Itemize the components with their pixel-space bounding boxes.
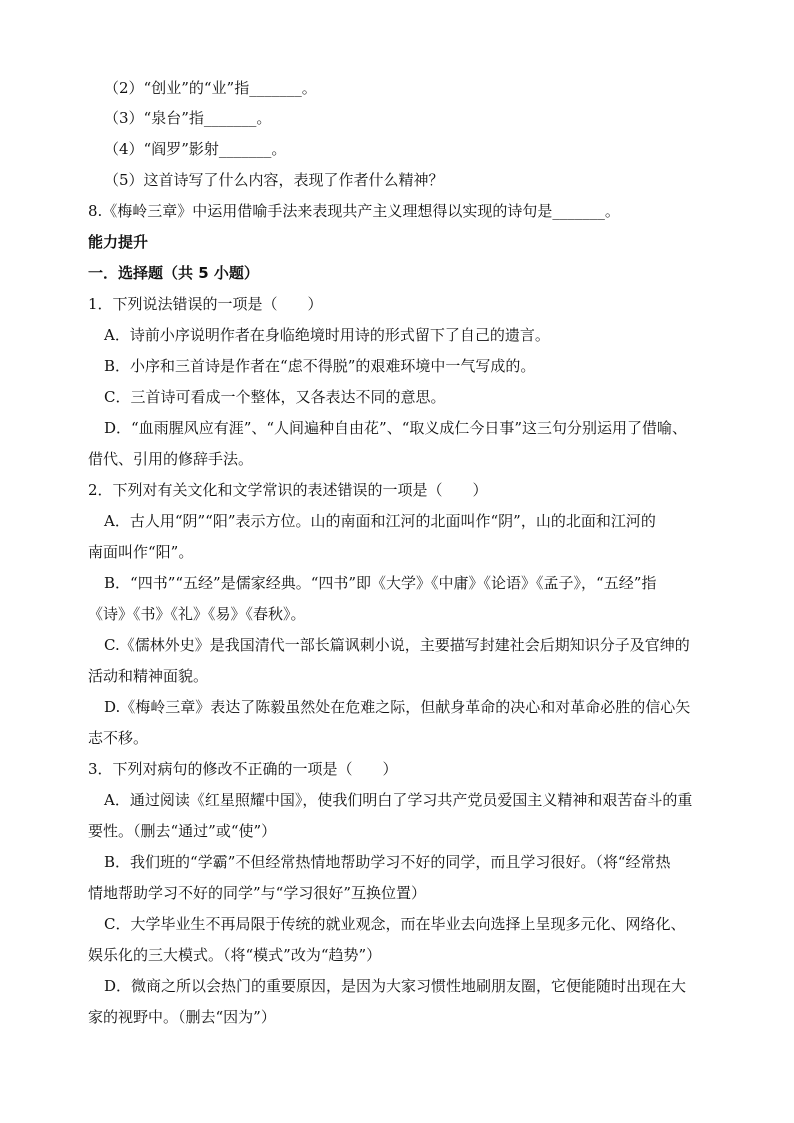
- option-b: B．小序和三首诗是作者在“虑不得脱”的艰难环境中一气写成的。: [104, 357, 536, 375]
- option-b: B．我们班的“学霸”不但经常热情地帮助学习不好的同学，而且学习很好。（将“经常热: [104, 853, 671, 871]
- option-d-continuation: 家的视野中。（删去“因为”）: [88, 1008, 276, 1026]
- option-c-continuation: 娱乐化的三大模式。（将“模式”改为“趋势”）: [88, 946, 382, 964]
- option-a-continuation: 南面叫作“阳”。: [88, 543, 194, 561]
- section-title: 能力提升: [88, 233, 149, 251]
- sub-question-2: （2）“创业”的“业”指_______。: [104, 79, 317, 97]
- option-c-continuation: 活动和精神面貌。: [88, 667, 209, 685]
- option-d: D.《梅岭三章》表达了陈毅虽然处在危难之际，但献身革命的决心和对革命必胜的信心矢: [104, 698, 691, 716]
- option-b: B．“四书”“五经”是儒家经典。“四书”即《大学》《中庸》《论语》《孟子》，“五经”指: [104, 574, 657, 592]
- option-d-continuation: 借代、引用的修辞手法。: [88, 450, 254, 468]
- option-a: A．诗前小序说明作者在身临绝境时用诗的形式留下了自己的遗言。: [104, 326, 550, 344]
- option-c: C．三首诗可看成一个整体，又各表达不同的意思。: [104, 388, 446, 406]
- question-stem: 2．下列对有关文化和文学常识的表述错误的一项是（ ）: [88, 481, 488, 499]
- question-stem: 1．下列说法错误的一项是（ ）: [88, 295, 323, 313]
- option-a: A．通过阅读《红星照耀中国》，使我们明白了学习共产党员爱国主义精神和艰苦奋斗的重: [104, 791, 693, 809]
- option-a-continuation: 要性。（删去“通过”或“使”）: [88, 822, 277, 840]
- option-c: C.《儒林外史》是我国清代一部长篇讽刺小说，主要描写封建社会后期知识分子及官绅的: [104, 636, 690, 654]
- sub-question-3: （3）“泉台”指_______。: [104, 109, 272, 127]
- option-b-continuation: 情地帮助学习不好的同学”与“学习很好”互换位置）: [88, 884, 427, 902]
- subsection-title: 一．选择题（共 5 小题）: [88, 264, 259, 282]
- option-b-continuation: 《诗》《书》《礼》《易》《春秋》。: [88, 605, 306, 623]
- sub-question-5: （5）这首诗写了什么内容，表现了作者什么精神？: [104, 171, 444, 189]
- question-stem: 3．下列对病句的修改不正确的一项是（ ）: [88, 760, 398, 778]
- sub-question-4: （4）“阎罗”影射_______。: [104, 140, 287, 158]
- option-c: C．大学毕业生不再局限于传统的就业观念，而在毕业去向选择上呈现多元化、网络化、: [104, 915, 686, 933]
- question-8: 8.《梅岭三章》中运用借喻手法来表现共产主义理想得以实现的诗句是_______。: [88, 202, 620, 220]
- option-d: D．“血雨腥风应有涯”、“人间遍种自由花”、“取义成仁今日事”这三句分别运用了借喻、: [104, 419, 688, 437]
- option-a: A．古人用“阴”“阳”表示方位。山的南面和江河的北面叫作“阴”，山的北面和江河的: [104, 512, 656, 530]
- option-d-continuation: 志不移。: [88, 729, 149, 747]
- option-d: D．微商之所以会热门的重要原因，是因为大家习惯性地刷朋友圈，它便能随时出现在大: [104, 977, 687, 995]
